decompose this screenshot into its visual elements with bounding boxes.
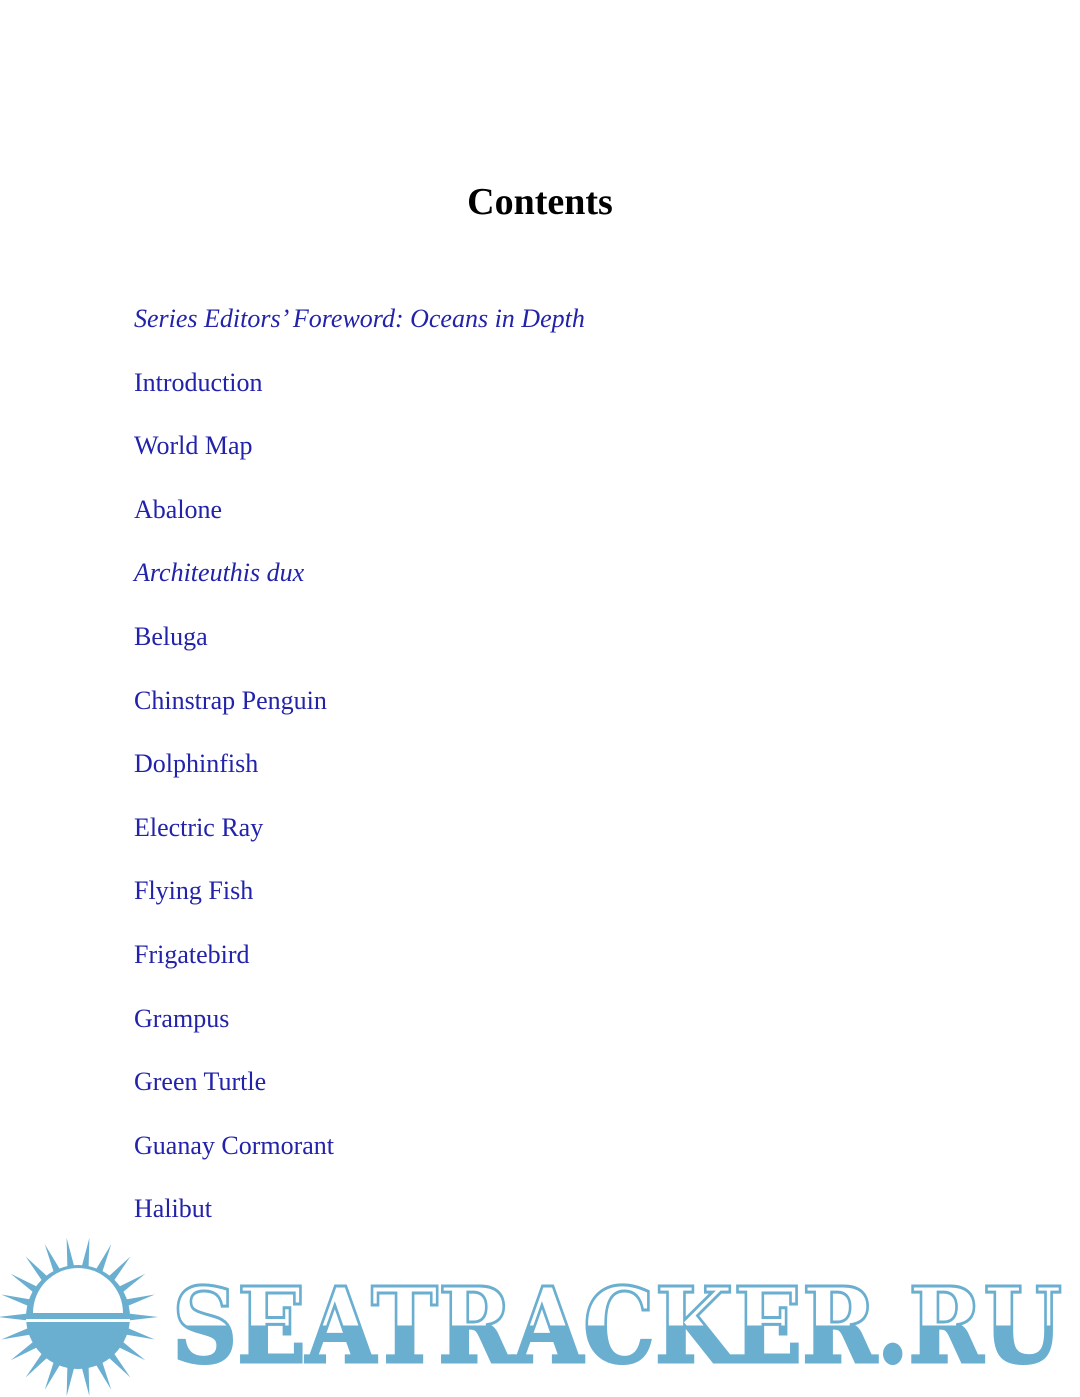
toc-item-grampus [134,994,585,1058]
page-title: Contents [467,181,613,223]
toc-link-halibut[interactable]: Halibut [134,1194,212,1224]
watermark-text: SEATRACKER.RU [172,1264,1062,1387]
toc-link-foreword[interactable]: Series Editors’ Foreword: Oceans in Depth [134,304,585,333]
toc-item-chinstrap-penguin [134,676,585,740]
toc-item-architeuthis-dux [134,548,585,612]
toc-item-dolphinfish [134,739,585,803]
toc-item-flying-fish [134,866,585,930]
toc-link-flying-fish[interactable]: Flying Fish [134,876,254,906]
toc-item-world-map [134,421,585,485]
toc-link-world-map[interactable]: World Map [134,431,253,461]
toc-item-green-turtle [134,1057,585,1121]
toc-link-dolphinfish[interactable]: Dolphinfish [134,749,259,779]
toc-link-abalone[interactable]: Abalone [134,494,223,524]
toc-link-grampus[interactable]: Grampus [134,1003,230,1033]
toc-link-introduction[interactable]: Introduction [134,367,263,397]
watermark-logo [0,1238,1080,1397]
toc-item-guanay-cormorant [134,1121,585,1185]
toc-link-guanay-cormorant[interactable]: Guanay Cormorant [134,1130,335,1160]
toc-link-green-turtle[interactable]: Green Turtle [134,1067,267,1097]
toc-item-abalone [134,485,585,549]
toc-link-frigatebird[interactable]: Frigatebird [134,939,250,969]
toc-item-electric-ray [134,803,585,867]
toc-link-beluga[interactable]: Beluga [134,621,208,651]
toc-link-architeuthis-dux[interactable]: Architeuthis dux [134,558,305,588]
table-of-contents [134,294,585,1248]
toc-link-chinstrap-penguin[interactable]: Chinstrap Penguin [134,685,327,715]
sun-ray [126,1313,158,1321]
toc-item-foreword [134,294,585,358]
sun-over-sea-icon [0,1238,158,1396]
toc-item-beluga [134,612,585,676]
sun-ray [0,1313,30,1321]
toc-item-introduction [134,358,585,422]
toc-link-electric-ray[interactable]: Electric Ray [134,812,264,842]
toc-item-frigatebird [134,930,585,994]
